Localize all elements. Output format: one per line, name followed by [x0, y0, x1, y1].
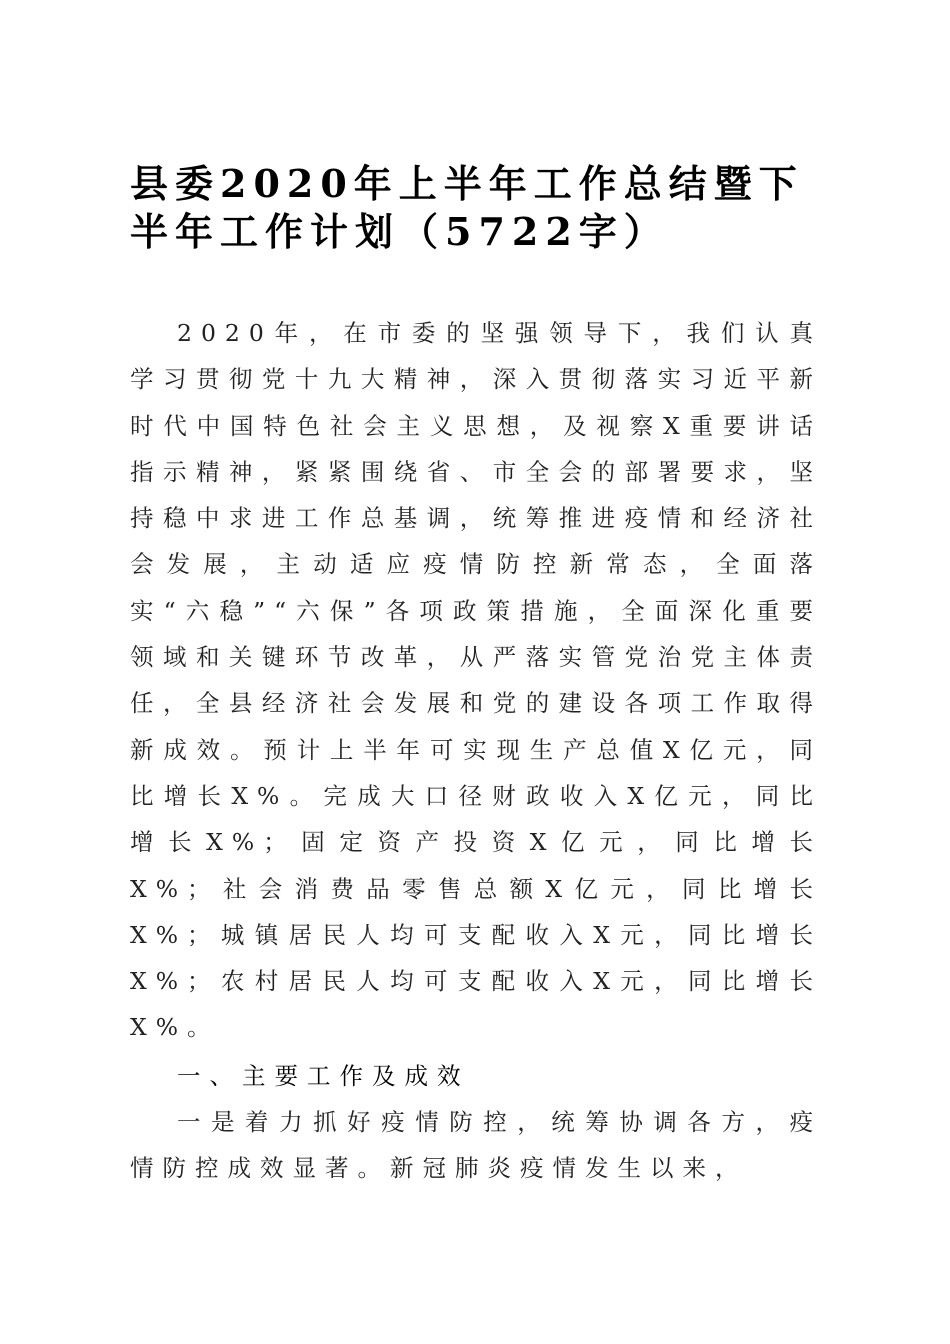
document-body: [130, 310, 822, 1192]
title-line-2: 半年工作计划（5722字）: [130, 209, 669, 254]
intro-paragraph: 2020年，在市委的坚强领导下，我们认真学习贯彻党十九大精神，深入贯彻落实习近平新时代中国特色社会主义思想，及视察X重要讲话指示精神，紧紧围绕省、市全会的部署要求，坚持稳中求进工作总基调，统筹推进疫情和经济社会发展，主动适应疫情防控新常态，全面落实“六稳”“六保”各项政策措施，全面深化重要领域和关键环节改革，从严落实管党治党主体责任，全县经济社会发展和党的建设各项工作取得新成效。预计上半年可实现生产总值X亿元，同比增长X%。完成大口径财政收入X亿元，同比增长X%；固定资产投资X亿元，同比增长X%；社会消费品零售总额X亿元，同比增长X%；城镇居民人均可支配收入X元，同比增长X%；农村居民人均可支配收入X元，同比增长X%。: [130, 319, 822, 1042]
section-heading-1: 一、主要工作及成效: [177, 1061, 470, 1090]
document-title: [130, 160, 830, 256]
section-1-paragraph-1: 一是着力抓好疫情防控，统筹协调各方，疫情防控成效显著。新冠肺炎疫情发生以来，: [130, 1108, 822, 1183]
title-line-1: 县委2020年上半年工作总结暨下: [130, 161, 804, 206]
